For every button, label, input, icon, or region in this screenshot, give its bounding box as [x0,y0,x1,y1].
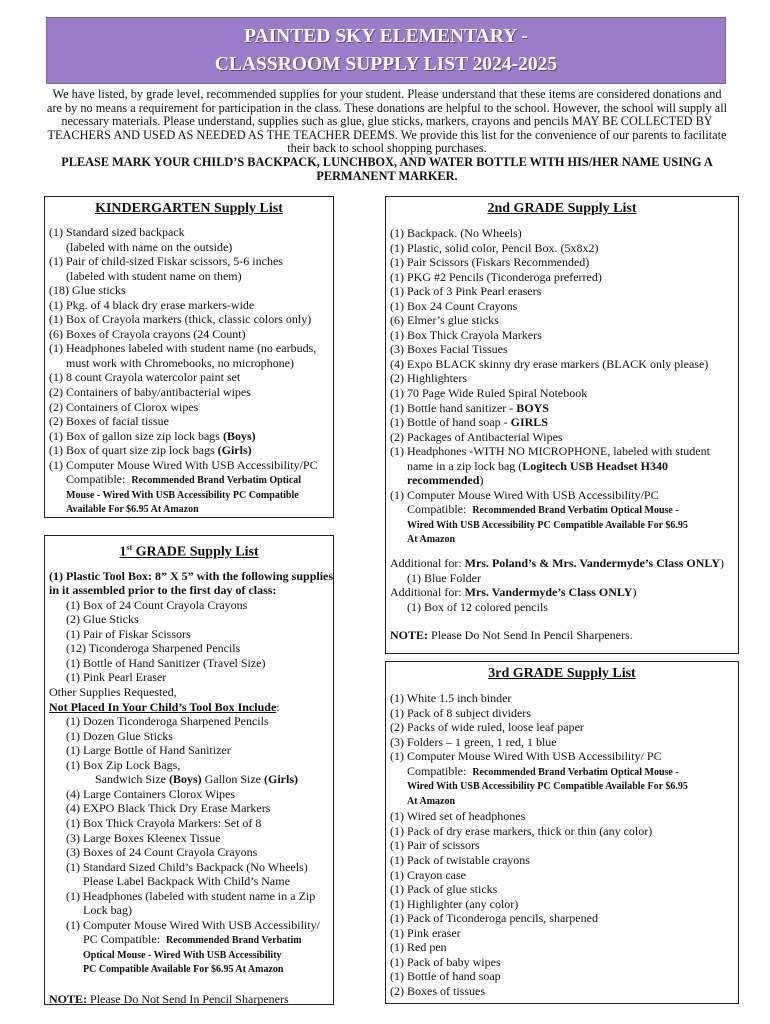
other-supplies-label: Other Supplies Requested, [49,685,177,700]
list-item: (1) Plastic, solid color, Pencil Box. (5x8x2) [390,240,599,255]
note: NOTE: Please Do Not Send In Pencil Sharpeners. [390,628,633,643]
list-item: (3) Boxes Facial Tissues [390,342,508,357]
list-item: (1) Headphones labeled with student name (no earbuds, [49,341,317,356]
list-item: (1) Standard sized backpack [49,225,185,239]
list-item: (1) Pack of glue sticks [390,882,498,897]
list-item-note: Please Label Backpack With Child’s Name [83,874,290,889]
list-item: (1) Computer Mouse Wired With USB Accessibility/ [66,917,320,932]
list-item: (2) Highlighters [390,371,467,386]
list-item: (1) Bottle of Hand Sanitizer (Travel Size) [66,655,266,670]
list-item: (1) Box Thick Crayola Markers: Set of 8 [66,815,262,830]
list-item: (1) Pink eraser [390,925,461,940]
list-item: (1) Box of 24 Count Crayola Crayons [66,597,248,612]
first-grade-supply-list [44,535,334,1005]
list-item: (1) Pack of baby wipes [390,954,501,969]
list-item-note: Available For $6.95 At Amazon [66,504,199,516]
list-item: (1) Highlighter (any color) [390,896,519,911]
list-item: (3) Large Boxes Kleenex Tissue [66,830,221,845]
list-item: (18) Glue sticks [49,283,126,298]
additional-note: Additional for: Mrs. Poland’s & Mrs. Vandermyde’s Class ONLY) [390,556,725,571]
intro-text: We have listed, by grade level, recommended supplies for your student. Please understand that these items are considered donations and are by no means a requirement for participation in the class. These donations are helpful to the school. However, the school will supply all necessary materials. Please understand, supplies such as glue, glue sticks, markers, crayons and pencils MAY BE COLLECTED BY TEACHERS AND USED AS NEEDED AS THE TEACHER DEEMS. We provide this list for the convenience of our parents to facilitate their back to school shopping purchases. [46,87,728,156]
list-item: (6) Boxes of Crayola crayons (24 Count) [49,326,246,341]
list-item: (1) Computer Mouse Wired With USB Accessibility/ PC [390,749,662,764]
list-item: (3) Folders – 1 green, 1 red, 1 blue [390,734,557,749]
list-item: (1) Computer Mouse Wired With USB Accessibility/PC [49,457,318,472]
kindergarten-title: KINDERGARTEN Supply List [95,201,283,216]
list-item: (1) Pair Scissors (Fiskars Recommended) [390,255,590,270]
list-item: (1) Pkg. of 4 black dry erase markers-wide [49,297,255,312]
list-item: (4) EXPO Black Thick Dry Erase Markers [66,801,271,816]
list-item: (1) Crayon case [390,867,466,882]
list-item: (1) Standard Sized Child’s Backpack (No Wheels) [66,859,308,874]
list-item: (3) Boxes of 24 Count Crayola Crayons [66,845,258,860]
list-title: CLASSROOM SUPPLY LIST 2024-2025 [214,54,558,75]
list-item-note: (labeled with student name on them) [66,268,242,283]
list-item: (1) Pair of scissors [390,838,480,853]
list-item: (2) Containers of Clorox wipes [49,399,199,414]
list-item: (1) Large Bottle of Hand Sanitizer [66,743,231,758]
list-item-note: Sandwich Size (Boys) Gallon Size (Girls) [95,772,298,787]
list-item: (1) Pair of child-sized Fiskar scissors, 5-6 inches [49,254,283,269]
list-item-note: Wired With USB Accessibility PC Compatible Available For $6.95 [407,781,688,793]
list-item-note: (labeled with name on the outside) [66,239,233,254]
list-item-note: Lock bag) [83,903,132,918]
first-grade-title: 1st GRADE Supply List [119,543,259,560]
list-item: (1) Red pen [390,940,447,955]
list-item: (1) Box of gallon size zip lock bags (Boys) [49,428,256,443]
list-item: (1) Computer Mouse Wired With USB Accessibility/PC [390,487,659,502]
list-item: (1) White 1.5 inch binder [390,691,512,705]
list-item: (2) Containers of baby/antibacterial wipes [49,385,251,400]
list-item: (1) Pair of Fiskar Scissors [66,626,191,641]
not-placed-heading: Not Placed In Your Child’s Tool Box Include: [49,699,280,714]
list-item: (1) 8 count Crayola watercolor paint set [49,370,241,385]
list-item: (1) Dozen Glue Sticks [66,728,173,743]
school-title: PAINTED SKY ELEMENTARY - [244,26,528,47]
list-item: (12) Ticonderoga Sharpened Pencils [66,641,241,656]
list-item: (1) Box Zip Lock Bags, [66,757,181,772]
third-grade-supply-list [385,661,739,1004]
list-item: (1) Headphones -WITH NO MICROPHONE, labeled with student [390,444,710,459]
list-item-note: Compatible: Recommended Brand Verbatim Optical [66,472,302,487]
note: NOTE: Please Do Not Send In Pencil Sharpeners [49,991,289,1006]
list-item: (1) Box of quart size zip lock bags (Girls) [49,443,252,458]
list-item: (1) Bottle of hand soap [390,969,501,984]
list-item: (1) Box of Crayola markers (thick, classic colors only) [49,312,312,327]
list-item: (1) Pack of 8 subject dividers [390,705,531,720]
list-item: (1) Headphones (labeled with student name in a Zip [66,888,316,903]
list-item: (4) Expo BLACK skinny dry erase markers (BLACK only please) [390,356,709,371]
list-item: (1) Dozen Ticonderoga Sharpened Pencils [66,714,269,729]
list-item: (1) PKG #2 Pencils (Ticonderoga preferred) [390,269,602,284]
list-item-note: Mouse - Wired With USB Accessibility PC Compatible [66,489,299,501]
list-item-note: PC Compatible Available For $6.95 At Amazon [83,964,284,976]
list-item: (6) Elmer’s glue sticks [390,313,499,328]
list-item: (1) Bottle hand sanitizer - BOYS [390,400,549,415]
list-item-note: Optical Mouse - Wired With USB Accessibility [83,949,282,961]
list-item: (1) Wired set of headphones [390,809,526,824]
list-item: (1) Blue Folder [407,570,481,585]
list-item-note: Wired With USB Accessibility PC Compatible Available For $6.95 [407,519,688,531]
list-item: (1) 70 Page Wide Ruled Spiral Notebook [390,386,588,401]
list-item-note: At Amazon [407,795,456,807]
toolbox-heading: in it assembled prior to the first day of class: [49,583,277,598]
list-item: (4) Large Containers Clorox Wipes [66,786,236,801]
list-item-note: At Amazon [407,534,456,546]
list-item: (2) Packs of wide ruled, loose leaf paper [390,720,584,735]
list-item-note: Compatible: Recommended Brand Verbatim Optical Mouse - [407,763,679,778]
list-item: (1) Pink Pearl Eraser [66,670,167,685]
list-item-note: recommended) [407,473,484,488]
list-item: (1) Pack of twistable crayons [390,853,530,868]
list-item: (2) Glue Sticks [66,612,139,627]
list-item: (2) Boxes of tissues [390,983,485,998]
third-grade-title: 3rd GRADE Supply List [488,666,636,681]
list-item: (2) Boxes of facial tissue [49,414,169,429]
second-grade-supply-list [385,196,739,654]
additional-note: Additional for: Mrs. Vandermyde’s Class ONLY) [390,585,637,600]
list-item-note: name in a zip lock bag (Logitech USB Headset H340 [407,458,668,473]
kindergarten-supply-list [44,196,334,518]
second-grade-title: 2nd GRADE Supply List [487,201,637,216]
list-item: (1) Box of 12 colored pencils [407,599,548,614]
intro-paragraph [44,88,730,183]
list-item-note: must work with Chromebooks, no microphone) [66,355,294,370]
list-item: (1) Pack of dry erase markers, thick or thin (any color) [390,823,653,838]
list-item-note: PC Compatible: Recommended Brand Verbatim [83,932,302,947]
title-banner [46,17,726,84]
list-item: (1) Pack of 3 Pink Pearl erasers [390,284,542,299]
list-item: (2) Packages of Antibacterial Wipes [390,429,563,444]
list-item: (1) Pack of Ticonderoga pencils, sharpened [390,911,598,926]
list-item-note: Compatible: Recommended Brand Verbatim Optical Mouse - [407,502,679,517]
list-item: (1) Backpack. (No Wheels) [390,226,522,240]
list-item: (1) Box Thick Crayola Markers [390,327,542,342]
list-item: (1) Box 24 Count Crayons [390,298,518,313]
intro-emphasis: PLEASE MARK YOUR CHILD’S BACKPACK, LUNCHBOX, AND WATER BOTTLE WITH HIS/HER NAME USING A PERMANENT MARKER. [61,154,713,183]
list-item: (1) Bottle of hand soap - GIRLS [390,415,548,430]
toolbox-heading: (1) Plastic Tool Box: 8” X 5” with the following supplies [49,568,334,583]
